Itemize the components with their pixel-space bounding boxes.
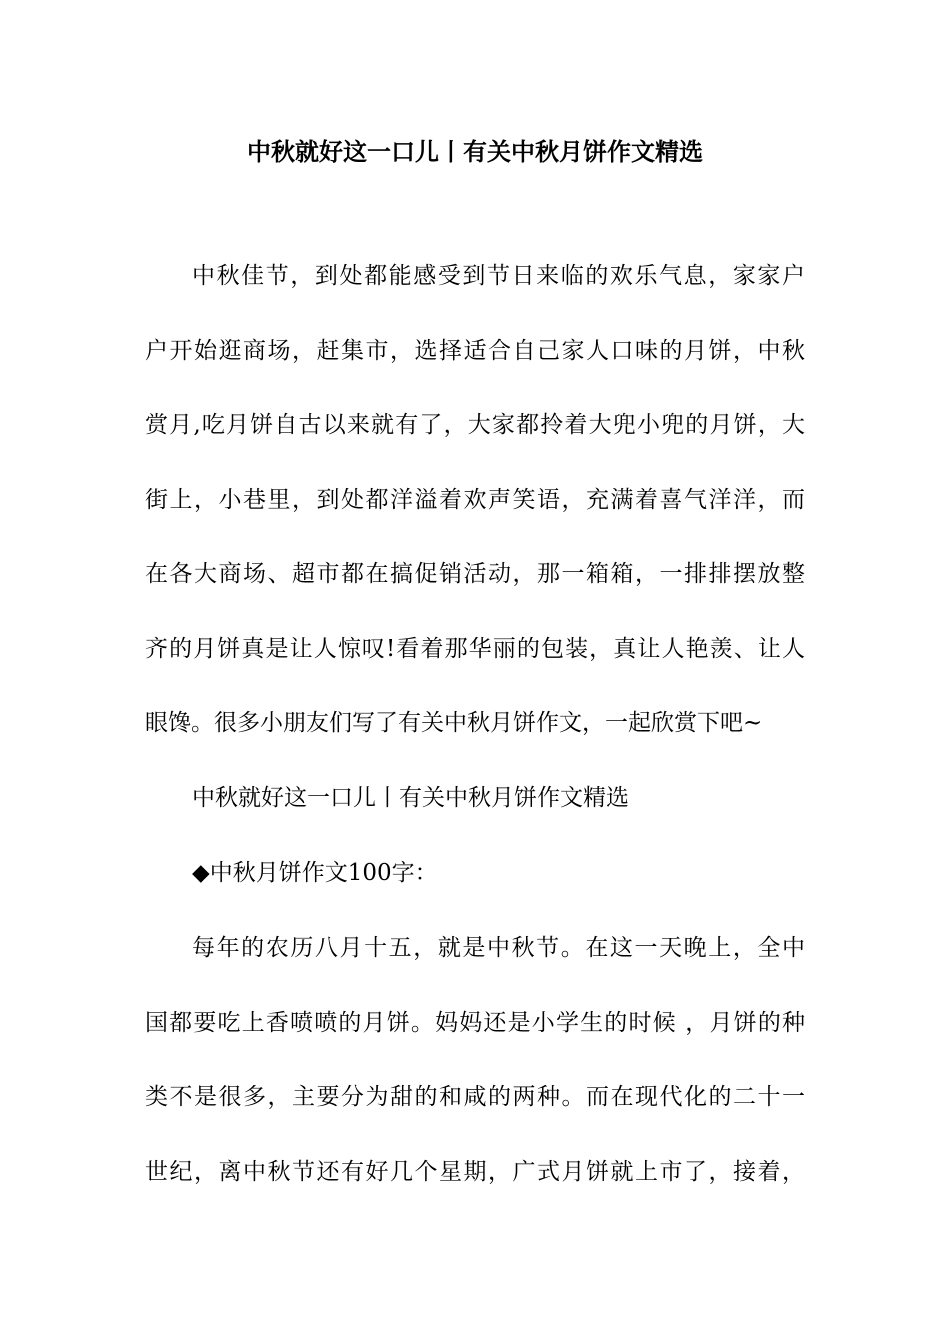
intro-line-1: 中秋佳节，到处都能感受到节日来临的欢乐气息，家家户 — [192, 263, 805, 289]
essay-line-1: 每年的农历八月十五，就是中秋节。在这一天晚上，全中 — [192, 935, 805, 961]
intro-line-6: 齐的月饼真是让人惊叹!看着那华丽的包装，真让人艳羡、让人 — [145, 636, 805, 662]
section-heading: ◆中秋月饼作文100字： — [192, 860, 438, 886]
intro-line-7: 眼馋。很多小朋友们写了有关中秋月饼作文，一起欣赏下吧~ — [145, 710, 763, 736]
intro-line-5: 在各大商场、超市都在搞促销活动，那一箱箱，一排排摆放整 — [145, 561, 805, 587]
article-subtitle: 中秋就好这一口儿丨有关中秋月饼作文精选 — [192, 785, 629, 811]
essay-line-3: 类不是很多，主要分为甜的和咸的两种。而在现代化的二十一 — [145, 1084, 805, 1110]
intro-line-3: 赏月,吃月饼自古以来就有了，大家都拎着大兜小兜的月饼，大 — [145, 412, 805, 438]
essay-line-4: 世纪，离中秋节还有好几个星期，广式月饼就上市了，接着， — [145, 1159, 805, 1185]
document-title: 中秋就好这一口儿丨有关中秋月饼作文精选 — [247, 138, 703, 166]
intro-line-2: 户开始逛商场，赶集市，选择适合自己家人口味的月饼，中秋 — [145, 338, 805, 364]
essay-line-2: 国都要吃上香喷喷的月饼。妈妈还是小学生的时候 ，月饼的种 — [145, 1010, 805, 1036]
intro-line-4: 街上，小巷里，到处都洋溢着欢声笑语，充满着喜气洋洋，而 — [145, 487, 805, 513]
